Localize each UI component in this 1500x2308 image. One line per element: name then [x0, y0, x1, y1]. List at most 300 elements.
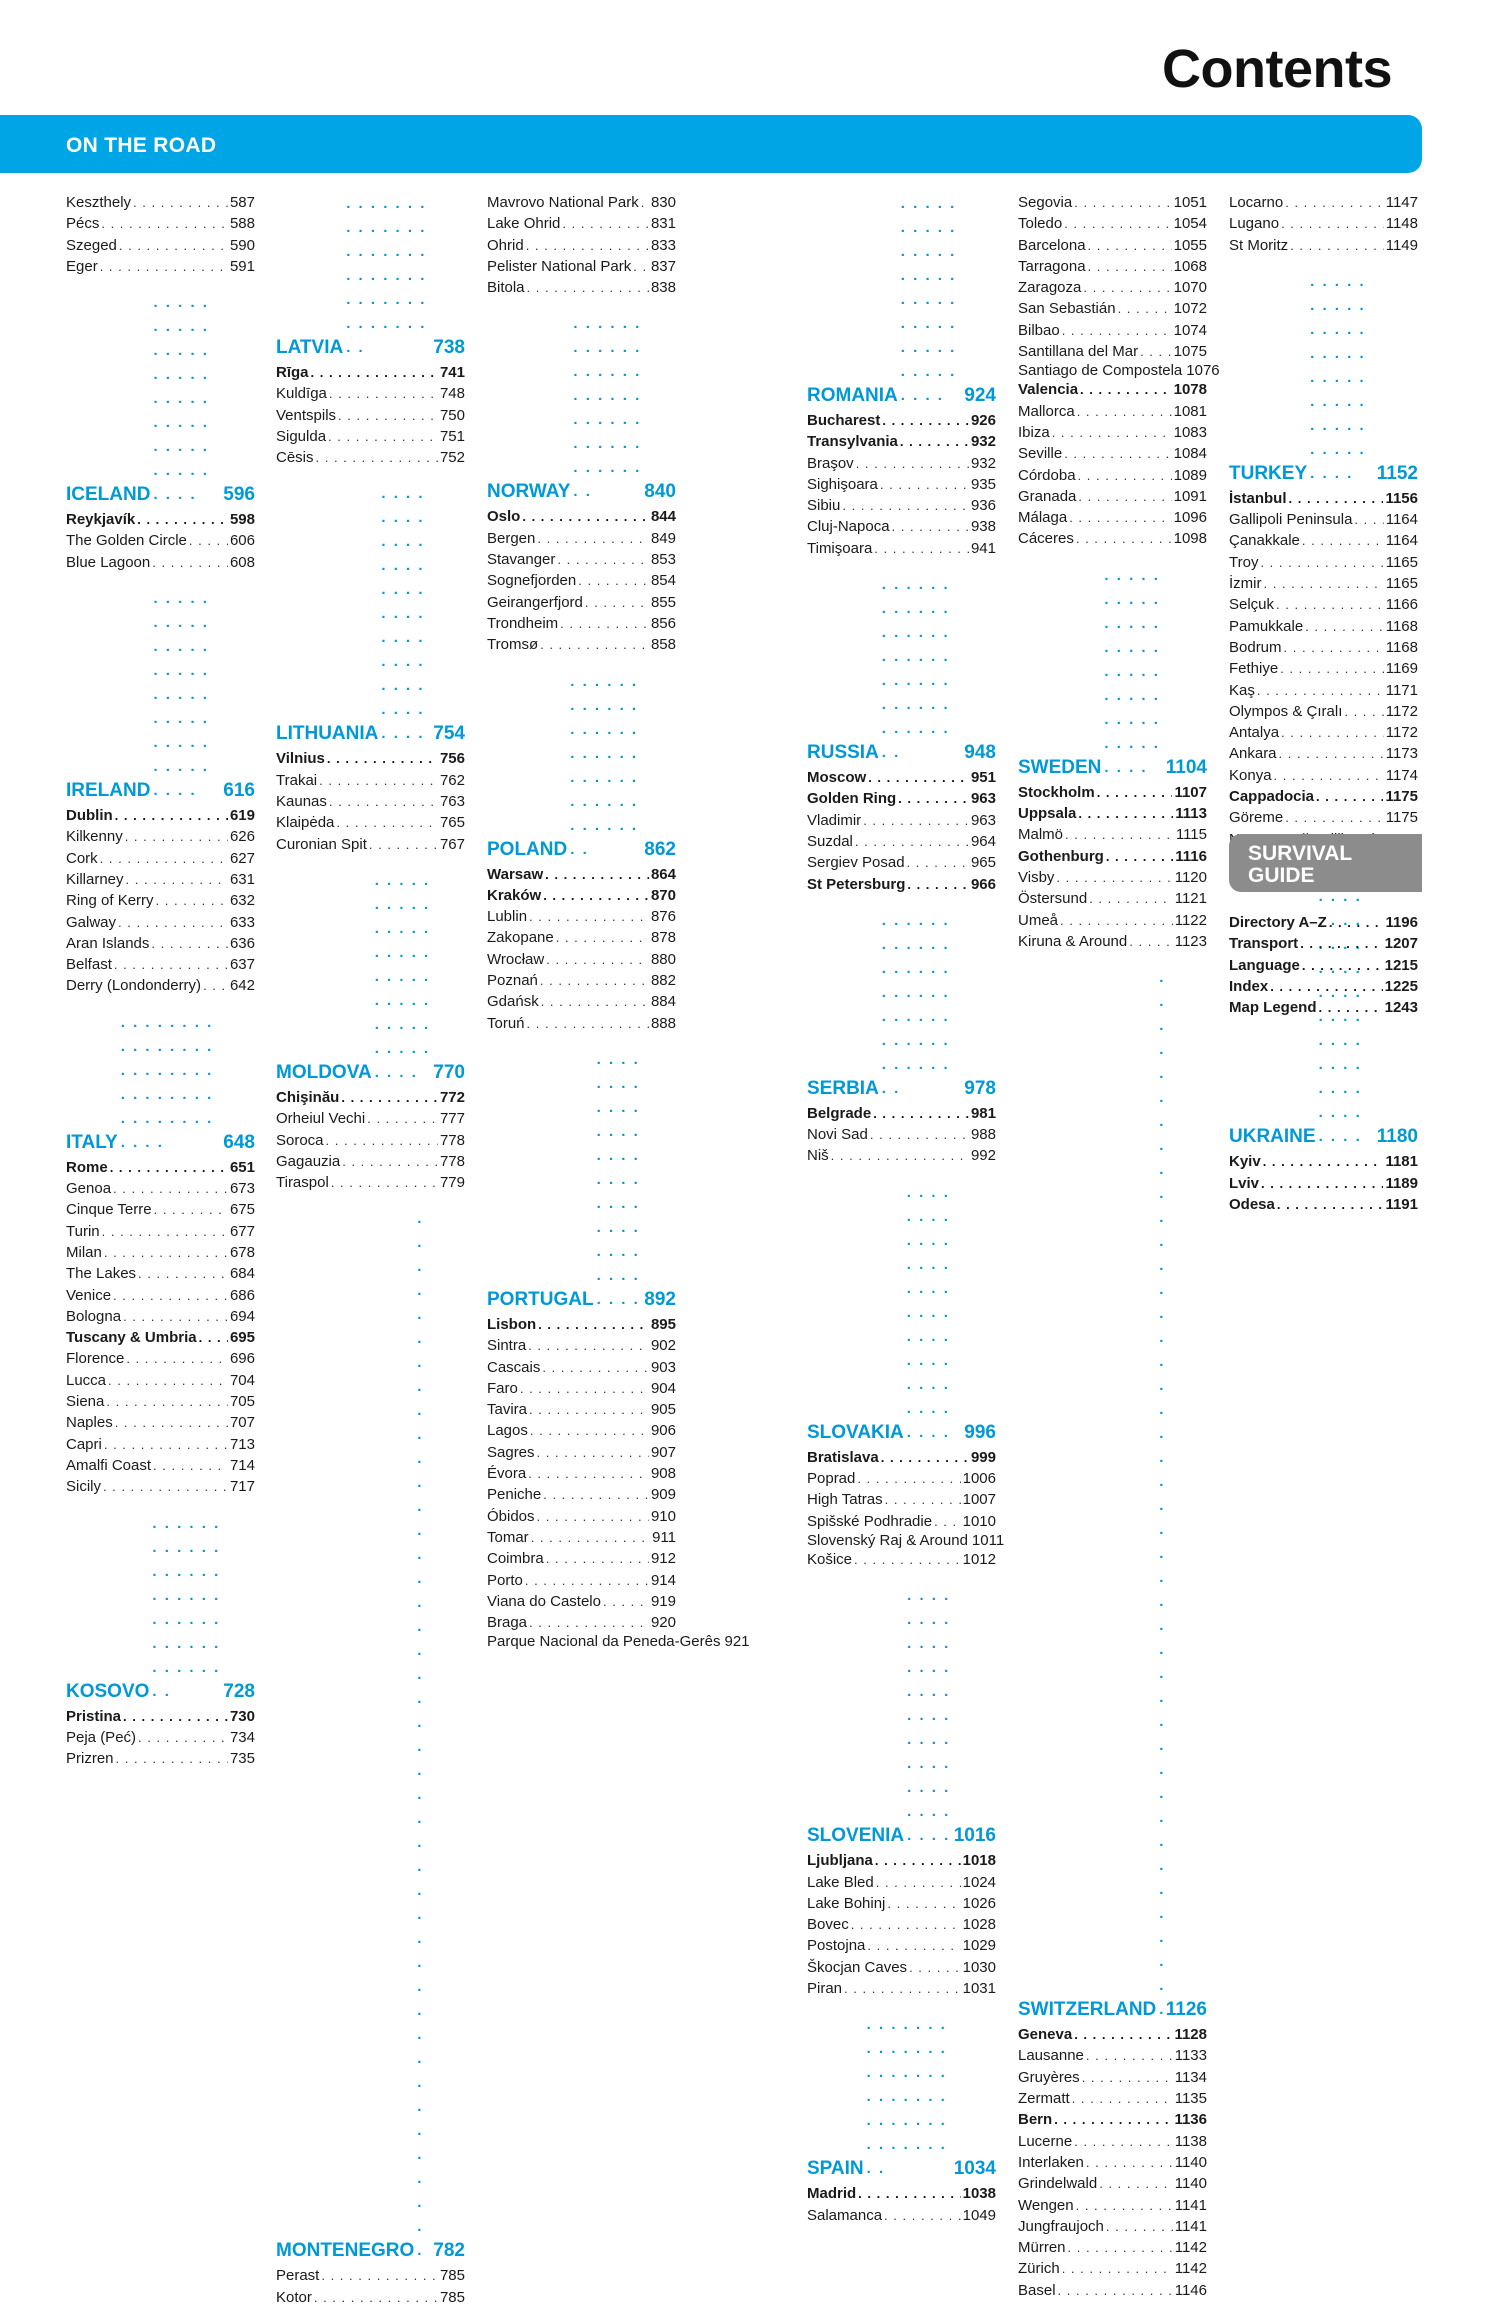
toc-entry[interactable]: [1229, 530, 1418, 551]
toc-entry[interactable]: [487, 1570, 676, 1591]
entry-name: Lucca: [66, 1371, 107, 1389]
toc-entry[interactable]: [1229, 573, 1418, 594]
page-number: 1134: [1174, 2068, 1207, 2086]
toc-entry[interactable]: [66, 826, 255, 847]
dot-leader: [854, 1549, 961, 1570]
toc-entry[interactable]: [66, 890, 255, 911]
entry-name: Perast: [276, 2267, 320, 2285]
toc-entry[interactable]: [487, 970, 676, 991]
toc-entry[interactable]: [1018, 507, 1207, 528]
country-heading[interactable]: [66, 291, 255, 507]
toc-entry[interactable]: [276, 834, 465, 855]
entry-name: Grindelwald: [1018, 2175, 1098, 2193]
country-heading[interactable]: [807, 1584, 996, 1848]
toc-entry[interactable]: [807, 852, 996, 873]
survival-guide-entry[interactable]: [1229, 912, 1418, 933]
toc-entry[interactable]: [487, 1463, 676, 1484]
dot-leader: [882, 410, 969, 431]
page-number: 855: [650, 593, 676, 611]
toc-entry[interactable]: [66, 1285, 255, 1306]
toc-entry[interactable]: [276, 2287, 465, 2308]
toc-entry[interactable]: [276, 1130, 465, 1151]
entry-name: Umeå: [1018, 911, 1059, 929]
toc-entry[interactable]: [487, 592, 676, 613]
toc-entry[interactable]: [1018, 192, 1207, 213]
toc-entry[interactable]: [276, 791, 465, 812]
entry-name: Mallorca: [1018, 402, 1075, 420]
toc-entry[interactable]: [66, 1327, 255, 1348]
entry-name: Lublin: [487, 908, 528, 926]
toc-entry[interactable]: [487, 634, 676, 655]
toc-entry[interactable]: [1229, 616, 1418, 637]
toc-entry[interactable]: [66, 1348, 255, 1369]
dot-leader: [907, 1584, 951, 1848]
toc-entry[interactable]: [807, 1531, 1005, 1549]
entry-name: Bovec: [807, 1916, 849, 1934]
dot-leader: [1285, 192, 1384, 213]
entry-name: Cáceres: [1018, 530, 1074, 548]
toc-entry[interactable]: [276, 1172, 465, 1193]
toc-entry[interactable]: [66, 1476, 255, 1497]
toc-entry[interactable]: [276, 1087, 465, 1108]
toc-entry[interactable]: [66, 1455, 255, 1476]
dot-leader: [531, 1527, 650, 1548]
toc-entry[interactable]: [1229, 594, 1418, 615]
page-number: 777: [439, 1110, 465, 1128]
page-number: 988: [970, 1126, 996, 1144]
toc-entry[interactable]: [1018, 2131, 1207, 2152]
toc-entry[interactable]: [1018, 2258, 1207, 2279]
toc-entry[interactable]: [807, 1468, 996, 1489]
entry-name: Lausanne: [1018, 2047, 1084, 2065]
country-heading[interactable]: [807, 2013, 996, 2181]
toc-entry[interactable]: [487, 1357, 676, 1378]
country-heading[interactable]: [807, 1181, 996, 1445]
entry-name: Braga: [487, 1614, 528, 1632]
dot-leader: [526, 235, 649, 256]
toc-entry[interactable]: [487, 1314, 676, 1335]
page-number: 770: [433, 1061, 465, 1083]
country-heading[interactable]: [1018, 564, 1207, 780]
toc-entry[interactable]: [1018, 867, 1207, 888]
entry-name: Capri: [66, 1435, 102, 1453]
toc-entry[interactable]: [1229, 743, 1418, 764]
toc-entry[interactable]: [487, 949, 676, 970]
toc-entry[interactable]: [487, 1013, 676, 1034]
page-number: 1011: [971, 1531, 1005, 1549]
toc-entry[interactable]: [807, 810, 996, 831]
toc-entry[interactable]: [1229, 213, 1418, 234]
toc-entry[interactable]: [66, 869, 255, 890]
toc-entry[interactable]: [487, 213, 676, 234]
toc-entry[interactable]: [487, 528, 676, 549]
toc-entry[interactable]: [1018, 2280, 1207, 2301]
entry-name: Sagres: [487, 1443, 535, 1461]
toc-entry[interactable]: [66, 848, 255, 869]
toc-entry[interactable]: [807, 1511, 996, 1532]
toc-entry[interactable]: [1018, 803, 1207, 824]
dot-leader: [573, 312, 641, 504]
page-number: 1164: [1385, 532, 1418, 550]
entry-name: Aran Islands: [66, 934, 150, 952]
toc-entry[interactable]: [1018, 465, 1207, 486]
toc-entry[interactable]: [487, 570, 676, 591]
toc-entry[interactable]: [66, 552, 255, 573]
dot-leader: [123, 1306, 228, 1327]
dot-leader: [909, 1957, 961, 1978]
toc-entry[interactable]: [1018, 298, 1207, 319]
toc-entry[interactable]: [807, 410, 996, 431]
toc-entry[interactable]: [276, 1108, 465, 1129]
toc-entry[interactable]: [487, 1484, 676, 1505]
dot-leader: [880, 474, 969, 495]
toc-entry[interactable]: [807, 538, 996, 559]
entry-name: Toledo: [1018, 215, 1063, 233]
page-number: 1165: [1385, 575, 1418, 593]
toc-entry[interactable]: [487, 864, 676, 885]
toc-entry[interactable]: [807, 1914, 996, 1935]
dot-leader: [336, 812, 438, 833]
page-number: 1142: [1174, 2239, 1207, 2257]
toc-entry[interactable]: [1229, 722, 1418, 743]
toc-entry[interactable]: [1018, 2152, 1207, 2173]
toc-entry[interactable]: [1018, 931, 1207, 952]
toc-entry[interactable]: [1229, 552, 1418, 573]
toc-entry[interactable]: [1229, 1194, 1418, 1215]
entry-name: Bilbao: [1018, 321, 1060, 339]
page-number: 782: [433, 2240, 465, 2262]
dot-leader: [1261, 1173, 1383, 1194]
toc-entry[interactable]: [1018, 888, 1207, 909]
toc-entry[interactable]: [66, 954, 255, 975]
country-heading[interactable]: [1018, 966, 1207, 2022]
dot-leader: [199, 1327, 228, 1348]
toc-entry[interactable]: [807, 1145, 996, 1166]
toc-entry[interactable]: [487, 192, 676, 213]
toc-entry[interactable]: [1018, 320, 1207, 341]
toc-entry[interactable]: [1018, 277, 1207, 298]
toc-entry[interactable]: [487, 613, 676, 634]
toc-entry[interactable]: [807, 1935, 996, 1956]
toc-entry[interactable]: [276, 812, 465, 833]
toc-entry[interactable]: [807, 1850, 996, 1871]
toc-entry[interactable]: [66, 975, 255, 996]
toc-entry[interactable]: [487, 1335, 676, 1356]
toc-entry[interactable]: [276, 1151, 465, 1172]
dot-leader: [1088, 235, 1172, 256]
country-heading[interactable]: [807, 192, 996, 408]
toc-entry[interactable]: [487, 1527, 676, 1548]
toc-entry[interactable]: [1229, 765, 1418, 786]
page-number: 590: [229, 236, 255, 254]
page-number: 591: [229, 257, 255, 275]
toc-entry[interactable]: [487, 1506, 676, 1527]
toc-entry[interactable]: [276, 2265, 465, 2286]
dot-leader: [369, 834, 438, 855]
page-number: 741: [439, 364, 465, 381]
entry-name: Lake Bled: [807, 1873, 874, 1891]
toc-entry[interactable]: [487, 235, 676, 256]
toc-entry[interactable]: [1018, 401, 1207, 422]
page-number: 695: [229, 1329, 255, 1347]
toc-entry[interactable]: [1018, 486, 1207, 507]
dot-leader: [203, 975, 228, 996]
toc-entry[interactable]: [487, 906, 676, 927]
toc-entry[interactable]: [807, 1872, 996, 1893]
toc-entry[interactable]: [66, 1178, 255, 1199]
toc-entry[interactable]: [1229, 701, 1418, 722]
toc-entry[interactable]: [66, 1727, 255, 1748]
toc-entry[interactable]: [807, 874, 996, 895]
dot-leader: [525, 1570, 649, 1591]
toc-entry[interactable]: [1229, 1151, 1418, 1172]
toc-entry[interactable]: [807, 1103, 996, 1124]
page-number: 1141: [1174, 2196, 1207, 2214]
page-number: 1171: [1385, 681, 1418, 699]
entry-name: Stavanger: [487, 551, 556, 569]
toc-entry[interactable]: [487, 885, 676, 906]
toc-entry[interactable]: [1018, 443, 1207, 464]
country-heading[interactable]: [276, 869, 465, 1085]
survival-guide-entry[interactable]: [1229, 997, 1418, 1018]
toc-entry[interactable]: [487, 1442, 676, 1463]
toc-entry[interactable]: [1018, 2109, 1207, 2130]
country-heading[interactable]: [487, 670, 676, 862]
dot-leader: [603, 1591, 649, 1612]
toc-entry[interactable]: [1229, 680, 1418, 701]
dot-leader: [342, 1151, 438, 1172]
toc-entry[interactable]: [1018, 2216, 1207, 2237]
dot-leader: [346, 192, 430, 360]
toc-entry[interactable]: [1018, 256, 1207, 277]
toc-entry[interactable]: [1018, 782, 1207, 803]
toc-entry[interactable]: [66, 1412, 255, 1433]
dot-leader: [900, 431, 969, 452]
toc-entry[interactable]: [66, 256, 255, 277]
toc-entry[interactable]: [487, 991, 676, 1012]
country-heading[interactable]: [487, 312, 676, 504]
toc-entry[interactable]: [1229, 807, 1418, 828]
toc-entry[interactable]: [276, 426, 465, 447]
toc-entry[interactable]: [1018, 362, 1220, 380]
toc-entry[interactable]: [807, 453, 996, 474]
toc-entry[interactable]: [1018, 2067, 1207, 2088]
toc-entry[interactable]: [66, 1706, 255, 1727]
toc-entry[interactable]: [487, 256, 676, 277]
dot-leader: [102, 1221, 228, 1242]
dot-leader: [1097, 782, 1173, 803]
country-heading[interactable]: [276, 1207, 465, 2263]
toc-entry[interactable]: [1229, 235, 1418, 256]
page-number: 936: [970, 497, 996, 515]
page-number: 870: [650, 886, 676, 904]
toc-entry[interactable]: [276, 405, 465, 426]
toc-entry[interactable]: [276, 362, 465, 383]
toc-entry[interactable]: [66, 1391, 255, 1412]
dot-leader: [844, 1978, 961, 1999]
page-number: 1051: [1173, 194, 1207, 211]
toc-entry[interactable]: [807, 788, 996, 809]
country-heading[interactable]: [66, 1011, 255, 1155]
entry-name: Niš: [807, 1147, 829, 1165]
page-number: 938: [970, 518, 996, 536]
dot-leader: [329, 383, 438, 404]
entry-name: Slovenský Raj & Around: [807, 1531, 968, 1549]
toc-entry[interactable]: [1018, 528, 1207, 549]
toc-entry[interactable]: [807, 831, 996, 852]
toc-entry[interactable]: [807, 2183, 996, 2204]
survival-guide-entry[interactable]: [1229, 955, 1418, 976]
toc-entry[interactable]: [807, 1489, 996, 1510]
toc-entry[interactable]: [66, 192, 255, 213]
toc-entry[interactable]: [1018, 235, 1207, 256]
toc-entry[interactable]: [66, 1199, 255, 1220]
toc-entry[interactable]: [1018, 824, 1207, 845]
toc-entry[interactable]: [487, 1420, 676, 1441]
page-number: 1121: [1174, 890, 1207, 908]
entry-name: Zakopane: [487, 929, 554, 947]
dot-leader: [123, 1706, 228, 1727]
toc-entry[interactable]: [66, 1306, 255, 1327]
toc-entry[interactable]: [807, 495, 996, 516]
toc-entry[interactable]: [487, 277, 676, 298]
toc-entry[interactable]: [807, 2205, 996, 2226]
page-number: 1018: [962, 1852, 996, 1870]
toc-entry[interactable]: [66, 1242, 255, 1263]
toc-entry[interactable]: [1018, 2237, 1207, 2258]
page-number: 1207: [1384, 935, 1418, 953]
page-number: 1196: [1385, 914, 1418, 931]
entry-name: Language: [1229, 956, 1300, 974]
toc-entry[interactable]: [66, 509, 255, 530]
dot-leader: [189, 530, 228, 551]
country-heading[interactable]: [487, 1048, 676, 1312]
page-number: 1152: [1376, 462, 1418, 484]
toc-entry[interactable]: [66, 805, 255, 826]
toc-entry[interactable]: [487, 506, 676, 527]
country-heading[interactable]: [276, 192, 465, 360]
toc-entry[interactable]: [807, 1957, 996, 1978]
toc-entry[interactable]: [1018, 2195, 1207, 2216]
toc-entry[interactable]: [66, 1263, 255, 1284]
entry-name: Locarno: [1229, 194, 1284, 211]
toc-entry[interactable]: [1229, 1173, 1418, 1194]
toc-entry[interactable]: [487, 927, 676, 948]
dot-leader: [858, 2183, 960, 2204]
toc-entry[interactable]: [807, 767, 996, 788]
toc-entry[interactable]: [487, 549, 676, 570]
toc-entry[interactable]: [807, 431, 996, 452]
toc-entry[interactable]: [1018, 379, 1207, 400]
toc-entry[interactable]: [807, 1447, 996, 1468]
toc-entry[interactable]: [1229, 192, 1418, 213]
toc-entry[interactable]: [487, 1378, 676, 1399]
dot-leader: [868, 767, 969, 788]
toc-entry[interactable]: [1018, 341, 1207, 362]
toc-entry[interactable]: [487, 1591, 676, 1612]
toc-entry[interactable]: [66, 912, 255, 933]
toc-entry[interactable]: [1018, 422, 1207, 443]
toc-entry[interactable]: [1018, 910, 1207, 931]
page-number: 941: [970, 539, 996, 557]
survival-guide-entry[interactable]: [1229, 933, 1418, 954]
country-heading[interactable]: [66, 587, 255, 803]
entry-name: Map Legend: [1229, 999, 1317, 1017]
toc-entry[interactable]: [807, 1893, 996, 1914]
toc-entry[interactable]: [66, 235, 255, 256]
toc-entry[interactable]: [66, 1221, 255, 1242]
toc-entry[interactable]: [1229, 637, 1418, 658]
toc-entry[interactable]: [276, 383, 465, 404]
country-heading[interactable]: [66, 1512, 255, 1704]
toc-entry[interactable]: [66, 1434, 255, 1455]
entry-name: Blue Lagoon: [66, 553, 151, 571]
country-heading[interactable]: [1229, 270, 1418, 486]
toc-entry[interactable]: [66, 933, 255, 954]
country-heading[interactable]: [276, 482, 465, 746]
toc-entry[interactable]: [807, 1549, 996, 1570]
page-number: 1016: [953, 1825, 996, 1847]
toc-entry[interactable]: [1018, 2088, 1207, 2109]
toc-entry[interactable]: [1018, 2045, 1207, 2066]
toc-entry[interactable]: [276, 447, 465, 468]
dot-leader: [1058, 2280, 1173, 2301]
entry-name: Pamukkale: [1229, 617, 1304, 635]
toc-entry[interactable]: [1018, 2024, 1207, 2045]
page-number: 1123: [1174, 932, 1207, 950]
toc-entry[interactable]: [487, 1612, 676, 1633]
toc-entry[interactable]: [66, 1157, 255, 1178]
toc-entry[interactable]: [66, 1370, 255, 1391]
page-number: 642: [229, 977, 255, 995]
entry-name: Peniche: [487, 1486, 542, 1504]
toc-entry[interactable]: [66, 213, 255, 234]
dot-leader: [314, 2287, 438, 2308]
dot-leader: [1344, 701, 1383, 722]
toc-entry[interactable]: [487, 1399, 676, 1420]
toc-entry[interactable]: [276, 770, 465, 791]
dot-leader: [1068, 2237, 1173, 2258]
survival-guide-entry[interactable]: [1229, 976, 1418, 997]
toc-entry[interactable]: [1229, 488, 1418, 509]
toc-entry[interactable]: [1018, 846, 1207, 867]
page-number: 1049: [962, 2206, 996, 2224]
toc-entry[interactable]: [487, 1633, 750, 1651]
toc-entry[interactable]: [487, 1548, 676, 1569]
toc-entry[interactable]: [807, 1978, 996, 1999]
page-number: 713: [229, 1435, 255, 1453]
toc-entry[interactable]: [66, 530, 255, 551]
page-number: 1166: [1385, 596, 1418, 614]
dot-leader: [527, 1013, 649, 1034]
dot-leader: [1088, 256, 1172, 277]
toc-entry[interactable]: [1229, 786, 1418, 807]
country-heading[interactable]: [807, 573, 996, 765]
page-number: 1113: [1175, 805, 1207, 823]
toc-entry[interactable]: [66, 1748, 255, 1769]
toc-entry[interactable]: [807, 516, 996, 537]
toc-entry[interactable]: [807, 474, 996, 495]
toc-entry[interactable]: [1229, 509, 1418, 530]
toc-entry[interactable]: [1018, 2173, 1207, 2194]
entry-name: Directory A–Z: [1229, 914, 1327, 931]
toc-entry[interactable]: [1229, 658, 1418, 679]
toc-entry[interactable]: [807, 1124, 996, 1145]
dot-leader: [873, 1103, 969, 1124]
toc-entry[interactable]: [1018, 213, 1207, 234]
toc-entry[interactable]: [276, 748, 465, 769]
country-heading[interactable]: [807, 909, 996, 1101]
